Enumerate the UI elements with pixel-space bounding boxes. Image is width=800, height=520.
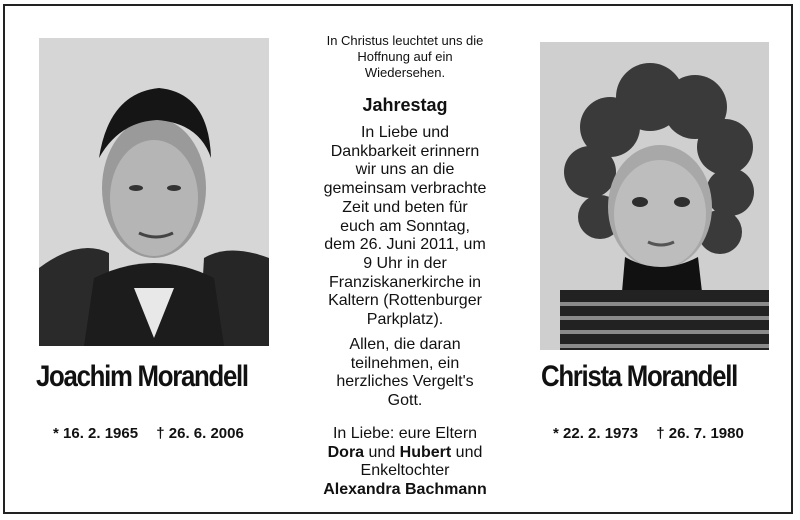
deceased-name-left: Joachim Morandell: [36, 360, 248, 393]
closing-text: [300, 336, 510, 410]
deceased-name-right: Christa Morandell: [541, 360, 737, 393]
text-line: Dankbarkeit erinnern: [330, 142, 480, 160]
memorial-text: [300, 124, 510, 330]
text-line: Gott.: [387, 391, 423, 409]
text-line: Allen, die daran: [349, 336, 461, 353]
text-line: Franziskanerkirche in: [328, 273, 482, 291]
portrait-photo-joachim: [39, 38, 269, 346]
text-line: Parkplatz).: [366, 311, 444, 329]
death-date-right: † 26. 7. 1980: [656, 425, 744, 442]
conjunction: und: [364, 443, 400, 461]
text-line: Kaltern (Rottenburger: [328, 292, 482, 310]
granddaughter-name: Alexandra Bachmann: [323, 481, 487, 499]
text-line: euch am Sonntag,: [340, 217, 470, 235]
parent-name: Hubert: [399, 443, 452, 461]
life-dates-right: [553, 425, 744, 442]
motto-line: Wiedersehen.: [364, 65, 446, 80]
parent-name: Dora: [327, 443, 365, 461]
signature-parents: [300, 444, 510, 463]
text-line: In Liebe und: [360, 124, 450, 141]
portrait-photo-christa: [540, 42, 769, 350]
family-signature: [300, 425, 510, 500]
death-date-left: † 26. 6. 2006: [156, 425, 244, 442]
signature-relation: Enkeltochter: [360, 462, 450, 480]
text-line: wir uns an die: [355, 161, 455, 179]
birth-date-left: * 16. 2. 1965: [53, 425, 139, 442]
heading-anniversary: Jahrestag: [362, 95, 448, 115]
text-line: Zeit und beten für: [342, 198, 468, 216]
motto-line: Hoffnung auf ein: [357, 49, 453, 64]
text-line: herzliches Vergelt's: [336, 373, 474, 390]
text-line: dem 26. Juni 2011, um: [324, 236, 486, 254]
text-line: gemeinsam verbrachte: [323, 180, 487, 198]
scripture-motto: [300, 33, 510, 81]
text-line: 9 Uhr in der: [363, 254, 447, 272]
conjunction: und: [451, 443, 483, 461]
birth-date-right: * 22. 2. 1973: [553, 425, 639, 442]
signature-intro: In Liebe: eure Eltern: [332, 425, 478, 442]
text-line: teilnehmen, ein: [350, 354, 460, 372]
motto-line: In Christus leuchtet uns die: [326, 33, 484, 48]
life-dates-left: [53, 425, 244, 442]
